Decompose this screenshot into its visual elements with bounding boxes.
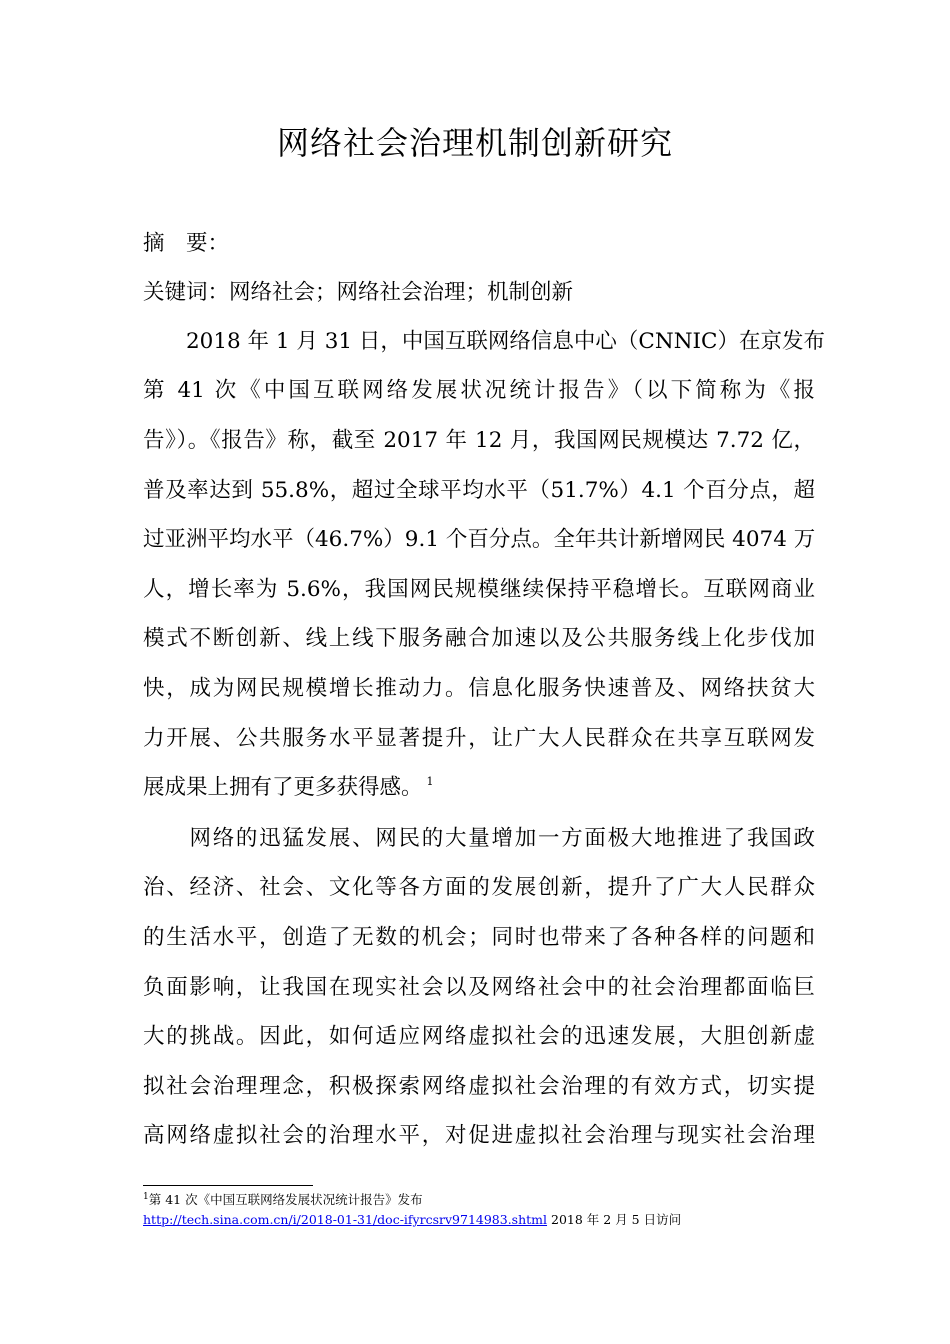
body-line: 第 41 次《中国互联网络发展状况统计报告》（以下简称为《报 (143, 378, 815, 403)
body-line-last (143, 773, 815, 803)
body-line: 人，增长率为 5.6%，我国网民规模继续保持平稳增长。互联网商业 (143, 577, 815, 602)
footnote-access-note: 2018 年 2 月 5 日访问 (547, 1212, 682, 1227)
body-line: 网络的迅猛发展、网民的大量增加一方面极大地推进了我国政 (143, 826, 815, 851)
body-line: 力开展、公共服务水平显著提升，让广大人民群众在共享互联网发 (143, 726, 815, 751)
footnote-source: 第 41 次《中国互联网络发展状况统计报告》发布 (148, 1192, 423, 1207)
keywords-text: 网络社会；网络社会治理；机制创新 (229, 280, 574, 305)
body-line: 普及率达到 55.8%，超过全球平均水平（51.7%）4.1 个百分点，超 (143, 478, 815, 503)
footnote-separator (143, 1185, 313, 1186)
body-line: 高网络虚拟社会的治理水平，对促进虚拟社会治理与现实社会治理 (143, 1123, 815, 1148)
body-line: 大的挑战。因此，如何适应网络虚拟社会的迅速发展，大胆创新虚 (143, 1024, 815, 1049)
abstract-line (143, 229, 815, 259)
body-line: 快，成为网民规模增长推动力。信息化服务快速普及、网络扶贫大 (143, 676, 815, 701)
body-line: 告》）。《报告》称，截至 2017 年 12 月，我国网民规模达 7.72 亿， (143, 428, 815, 453)
keywords-label: 关键词： (143, 280, 230, 305)
abstract-label: 摘 要 (143, 231, 208, 256)
body-line: 的生活水平，创造了无数的机会；同时也带来了各种各样的问题和 (143, 925, 815, 950)
footnote-reference[interactable]: 1 (426, 775, 434, 788)
body-line: 治、经济、社会、文化等各方面的发展创新，提升了广大人民群众 (143, 875, 815, 900)
body-line: 过亚洲平均水平（46.7%）9.1 个百分点。全年共计新增网民 4074 万 (143, 527, 816, 552)
footnote-line-2 (143, 1211, 681, 1228)
body-line: 拟社会治理理念，积极探索网络虚拟社会治理的有效方式，切实提 (143, 1074, 815, 1099)
body-line-text: 展成果上拥有了更多获得感。 (143, 775, 423, 800)
keywords-line (143, 278, 815, 308)
footnote-url-link[interactable]: http://tech.sina.com.cn/i/2018-01-31/doc-ifyrcsrv9714983.shtml (143, 1212, 548, 1227)
body-line: 2018 年 1 月 31 日，中国互联网络信息中心（CNNIC）在京发布 (143, 329, 825, 354)
body-line: 模式不断创新、线上线下服务融合加速以及公共服务线上化步伐加 (143, 626, 815, 651)
footnote-line-1 (143, 1191, 423, 1208)
abstract-colon: ： (207, 231, 230, 256)
footnote-mark: 1 (143, 1192, 149, 1202)
body-line: 负面影响，让我国在现实社会以及网络社会中的社会治理都面临巨 (143, 975, 815, 1000)
document-title: 网络社会治理机制创新研究 (276, 124, 673, 162)
